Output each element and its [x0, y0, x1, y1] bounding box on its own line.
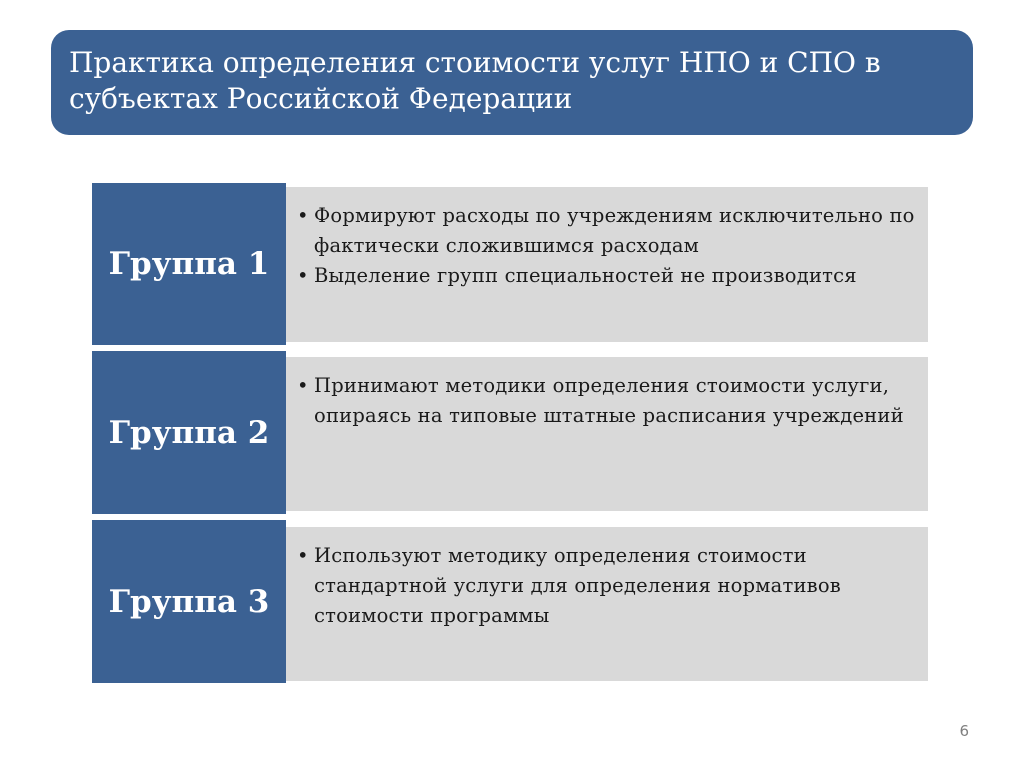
group-2-label: Группа 2: [108, 414, 270, 451]
group-2-label-box: [92, 351, 286, 514]
bullet-icon: •: [297, 264, 309, 287]
group-1-body: [286, 187, 928, 342]
group-3-bullet-1-text: Используют методику определения стоимости стандартной услуги для определения нормативов стоимости программы: [314, 544, 841, 627]
bullet-icon: •: [297, 544, 309, 567]
group-3-body: [286, 527, 928, 681]
group-1-label: Группа 1: [108, 246, 270, 282]
group-1-bullet-list: [294, 201, 918, 291]
group-1-bullet-2-text: Выделение групп специальностей не производится: [314, 264, 857, 287]
group-3-label-box: [92, 520, 286, 683]
group-1-bullet-1: [294, 201, 918, 261]
slide-title: Практика определения стоимости услуг НПО и СПО в субъектах Российской Федерации: [69, 46, 881, 115]
group-3-bullet-1: [294, 541, 918, 631]
group-1-bullet-2: [294, 261, 918, 291]
bullet-icon: •: [297, 374, 309, 397]
group-2-body: [286, 357, 928, 511]
group-2-bullet-1: [294, 371, 918, 431]
group-3-label: Группа 3: [108, 583, 270, 620]
group-1-label-box: [92, 183, 286, 345]
bullet-icon: •: [297, 204, 309, 227]
group-1-bullet-1-text: Формируют расходы по учреждениям исключительно по фактически сложившимся расходам: [314, 204, 915, 257]
group-2-bullet-1-text: Принимают методики определения стоимости услуги, опираясь на типовые штатные расписания учреждений: [314, 374, 904, 427]
group-3-bullet-list: [294, 541, 918, 631]
page-number: 6: [959, 722, 969, 740]
group-2-bullet-list: [294, 371, 918, 431]
title-banner: [51, 30, 973, 135]
